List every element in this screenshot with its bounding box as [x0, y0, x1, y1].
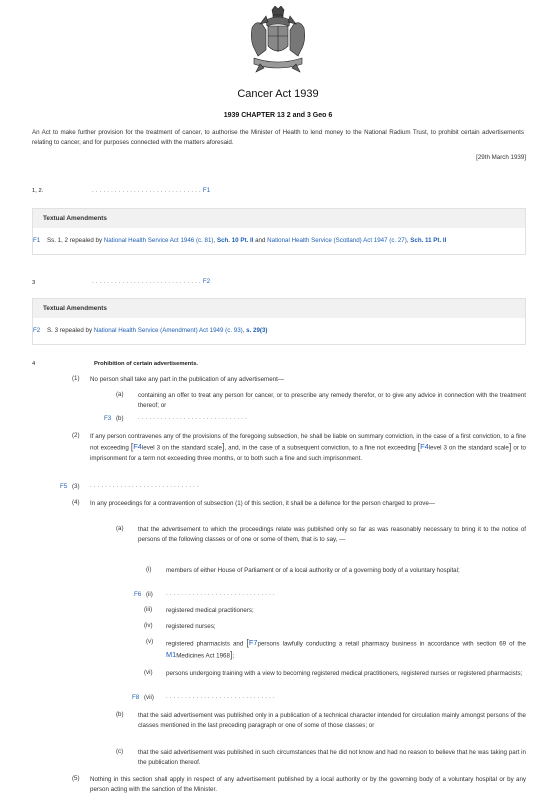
subsection-text: Nothing in this section shall apply in respect of any advertisement published by a local authority or by the governing body of a voluntary hospital or by any person acting with the sanction of the Minister.: [90, 776, 526, 793]
inserted-text: level 3 on the standard scale: [428, 444, 509, 452]
legislation-link[interactable]: Sch. 11 Pt. II: [410, 237, 447, 244]
amendment-ref-link[interactable]: F6: [134, 591, 142, 598]
repealed-dots: . . . . . . . . . . . . . . . . . . . . . . . . . . . . .: [90, 483, 199, 489]
sub-paragraph-text: persons undergoing training with a view to becoming registered medical practitioners, registered nurses or registered pharmacists;: [166, 670, 523, 677]
legislation-link[interactable]: Sch. 10 Pt. II: [216, 237, 254, 244]
repealed-text-placeholder: [92, 279, 210, 285]
amendment-ref-link[interactable]: F7: [248, 638, 258, 647]
sub-paragraph-label: (iii): [144, 606, 153, 613]
repealed-dots: . . . . . . . . . . . . . . . . . . . . . . . . . . . . .: [166, 591, 275, 597]
amendment-text: ,: [213, 237, 217, 244]
amendment-ref-link[interactable]: F3: [104, 415, 112, 422]
repealed-dots: . . . . . . . . . . . . . . . . . . . . . . . . . . . . .: [166, 694, 275, 700]
close-bracket: ]: [229, 649, 233, 659]
sub-paragraph-text-part: ;: [232, 652, 235, 659]
legislation-link[interactable]: National Health Service (Amendment) Act 1949 (c. 93): [93, 327, 243, 334]
sub-paragraph-text: registered medical practitioners;: [166, 607, 254, 614]
open-bracket: [: [246, 637, 249, 648]
close-bracket: ]: [221, 441, 225, 452]
sub-paragraph-label: (vii): [144, 694, 154, 701]
sub-paragraph-text: [166, 638, 526, 661]
amendment-entry: [33, 318, 525, 344]
marginal-citation-link[interactable]: M1: [166, 649, 177, 659]
sub-paragraph-text: registered nurses;: [166, 623, 216, 630]
subsection-label: (5): [72, 775, 80, 782]
legislation-link[interactable]: National Health Service (Scotland) Act 1947 (c. 27): [267, 237, 407, 244]
royal-coat-of-arms-icon: [246, 6, 310, 74]
section-heading: Prohibition of certain advertisements.: [94, 361, 199, 367]
legislation-link[interactable]: National Health Service Act 1946 (c. 81): [103, 237, 214, 244]
subsection-label: (2): [72, 432, 80, 439]
amendment-text: and: [253, 237, 268, 244]
subsection-label: (3): [72, 483, 80, 490]
amendment-ref-link[interactable]: F2: [202, 279, 211, 285]
sub-paragraph-text: members of either House of Parliament or of a local authority or of a governing body of a voluntary hospital;: [166, 567, 460, 574]
amendment-ref-link[interactable]: F1: [202, 188, 211, 194]
subsection-text: [90, 432, 526, 464]
subsection-text-part: , and, in the case of a subsequent conviction, to a fine not exceeding: [224, 444, 418, 452]
amendment-ref-link[interactable]: F8: [132, 694, 140, 701]
subsection-label: (4): [72, 499, 80, 506]
enactment-date: [29th March 1939]: [476, 154, 526, 161]
inserted-text: persons lawfully conducting a retail pharmacy business in accordance with section 69 of the: [257, 640, 526, 648]
paragraph-text: that the said advertisement was published in such circumstances that he did not know and had no reason to believe that he was taking part in the publication thereof.: [138, 749, 526, 766]
sub-paragraph-label: (iv): [144, 622, 153, 629]
close-bracket: ]: [508, 441, 512, 452]
paragraph-label: (a): [116, 391, 124, 398]
subsection-label: (1): [72, 375, 80, 382]
paragraph-label: (b): [116, 711, 124, 718]
section-number: 4: [32, 361, 36, 367]
sub-paragraph-text-part: registered pharmacists and: [166, 640, 247, 648]
sub-paragraph-label: (vi): [144, 669, 153, 676]
open-bracket: [: [130, 441, 134, 452]
legislation-link[interactable]: s. 29(3): [246, 327, 268, 334]
paragraph-label: (a): [116, 525, 124, 532]
amendment-text: ,: [406, 237, 411, 244]
sub-paragraph-label: (ii): [146, 591, 153, 598]
paragraph-label: (b): [116, 415, 124, 422]
sub-paragraph-label: (v): [146, 638, 154, 645]
amendment-key[interactable]: F1: [33, 237, 41, 244]
open-bracket: [: [417, 441, 421, 452]
amendment-ref-link[interactable]: F4: [133, 442, 142, 451]
repealed-dots: . . . . . . . . . . . . . . . . . . . . . . . . . . . . .: [92, 279, 201, 285]
amendment-ref-link[interactable]: F4: [420, 442, 429, 451]
textual-amendments-box: [32, 298, 526, 345]
inserted-text: Medicines Act 1968: [176, 652, 230, 659]
document-title: Cancer Act 1939: [237, 88, 319, 100]
amendment-entry: [33, 228, 525, 254]
paragraph-text: that the advertisement to which the proceedings relate was published only so far as was reasonably necessary to bring it to the notice of persons of the following classes or of one or some of them, that is to say, —: [138, 526, 526, 543]
section-number: 1, 2.: [32, 188, 44, 194]
amendment-text: ,: [242, 327, 247, 334]
repealed-dots: . . . . . . . . . . . . . . . . . . . . . . . . . . . . .: [92, 188, 201, 194]
textual-amendments-heading: Textual Amendments: [33, 209, 525, 228]
section-number: 3: [32, 280, 36, 286]
paragraph-text: that the said advertisement was published only in a publication of a technical character intended for circulation mainly amongst persons of the classes mentioned in the last preceding paragraph or one of some of those classes; or: [138, 712, 526, 729]
textual-amendments-box: [32, 208, 526, 255]
subsection-text-part: If any person contravenes any of the provisions of the foregoing subsection, he shall be liable on summary conviction, in the case of a first conviction, to a fine not exceeding: [90, 433, 526, 452]
repealed-text-placeholder: [92, 188, 210, 194]
chapter-citation: 1939 CHAPTER 13 2 and 3 Geo 6: [223, 112, 333, 119]
subsection-text: In any proceedings for a contravention of subsection (1) of this section, it shall be a defence for the person charged to prove—: [90, 500, 435, 507]
amendment-key[interactable]: F2: [33, 327, 41, 334]
amendment-text: Ss. 1, 2 repealed by: [47, 237, 104, 244]
subsection-text: No person shall take any part in the publication of any advertisement—: [90, 376, 284, 383]
sub-paragraph-label: (i): [146, 566, 152, 573]
subsection-text-part: or to imprisonment for a term not exceeding three months, or to both such a fine and such imprisonment.: [90, 444, 526, 462]
long-title: An Act to make further provision for the treatment of cancer, to authorise the Minister of Health to lend money to the National Radium Trust, to prohibit certain advertisements relating to cancer, and for purposes connected with the matters aforesaid.: [32, 129, 524, 146]
paragraph-text: containing an offer to treat any person for cancer, or to prescribe any remedy therefor, or to give any advice in connection with the treatment thereof; or: [138, 392, 526, 409]
amendment-ref-link[interactable]: F5: [60, 483, 68, 490]
textual-amendments-heading: Textual Amendments: [33, 299, 525, 318]
paragraph-label: (c): [116, 748, 124, 755]
repealed-dots: . . . . . . . . . . . . . . . . . . . . . . . . . . . . .: [138, 415, 247, 421]
amendment-text: S. 3 repealed by: [47, 327, 94, 334]
inserted-text: level 3 on the standard scale: [141, 444, 222, 452]
